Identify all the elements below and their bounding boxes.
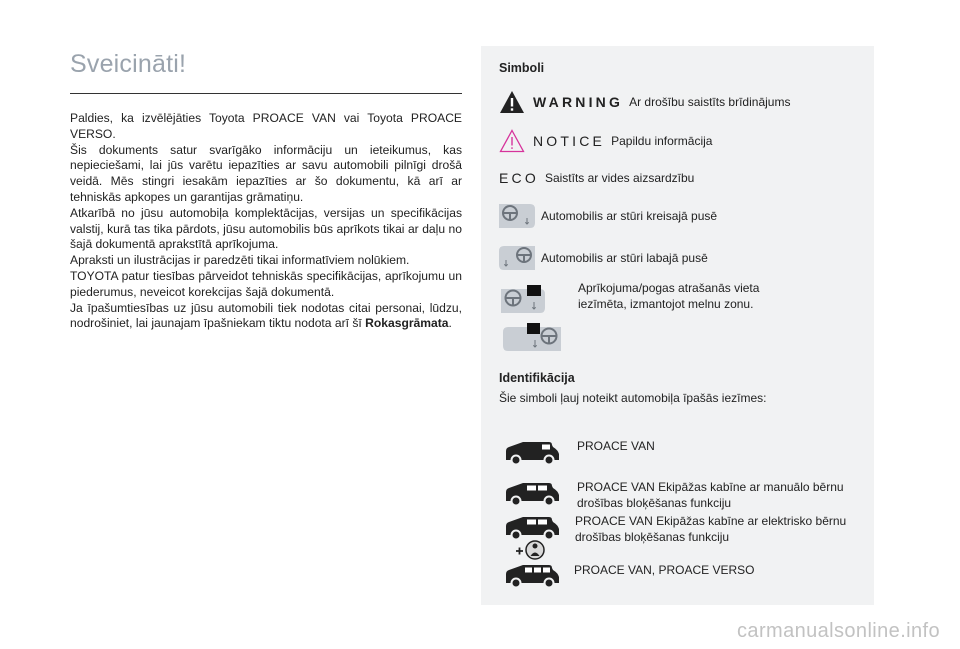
page-title: Sveicināti! — [70, 50, 187, 78]
warning-row — [499, 90, 790, 114]
warning-triangle-icon — [499, 90, 525, 114]
location-lhd-icon — [501, 283, 545, 313]
identification-item: PROACE VAN Ekipāžas kabīne ar elektrisko bērnu drošības bloķēšanas funkciju — [575, 514, 847, 544]
warning-label: WARNING — [533, 94, 624, 110]
intro-paragraph: TOYOTA patur tiesības pārveidot tehniskās specifikācijas, aprīkojumu un piederumus, neveicot korekcijas šajā dokumentā. — [70, 268, 462, 299]
manual-name: Rokasgrāmata — [365, 316, 449, 331]
location-rhd-icon — [503, 321, 561, 351]
identification-item: PROACE VAN — [577, 439, 655, 453]
notice-description: Papildu informācija — [611, 134, 713, 148]
right-hand-drive-icon — [499, 246, 535, 270]
rhd-row — [499, 246, 708, 270]
van-icon — [503, 439, 561, 467]
identification-intro: Šie simboli ļauj noteikt automobiļa īpašās iezīmes: — [499, 391, 767, 405]
intro-paragraph: Apraksti un ilustrācijas ir paredzēti tikai informatīviem nolūkiem. — [70, 253, 410, 268]
lhd-row — [499, 204, 717, 228]
identification-heading: Identifikācija — [499, 371, 575, 385]
symbols-panel — [481, 46, 874, 605]
location-description: Aprīkojuma/pogas atrašanās vieta iezīmēta, izmantojot melnu zonu. — [578, 281, 760, 311]
van-crew-cab-manual-icon — [503, 480, 561, 508]
eco-label: ECO — [499, 170, 539, 186]
left-hand-drive-icon — [499, 204, 535, 228]
watermark: carmanualsonline.info — [737, 620, 940, 642]
intro-column — [70, 50, 462, 332]
identification-item: PROACE VAN Ekipāžas kabīne ar manuālo bērnu drošības bloķēšanas funkciju — [577, 480, 844, 510]
van-crew-cab-electric-icon — [503, 514, 561, 542]
child-lock-icon — [515, 539, 547, 561]
notice-label: NOTICE — [533, 133, 606, 149]
van-verso-icon — [503, 562, 561, 590]
notice-row — [499, 129, 712, 153]
identification-item: PROACE VAN, PROACE VERSO — [574, 563, 755, 577]
intro-paragraph: Šis dokuments satur svarīgāko informāciju un ieteikumus, kas nepieciešami, lai jūs varētu iepazīties ar savu automobili pilnīgi drošā veidā. Mēs stingri iesakām iepazīties ar šo dokumentu, kā arī ar tehniskās apkopes un garantijas grāmatiņu. — [70, 142, 462, 204]
lhd-description: Automobilis ar stūri kreisajā pusē — [541, 209, 718, 223]
eco-description: Saistīts ar vides aizsardzību — [544, 171, 695, 185]
intro-paragraph: Atkarībā no jūsu automobiļa komplektācijas, versijas un specifikācijas valstij, kurā tas tika pārdots, jūsu automobilis būs aprīkots tikai ar daļu no šajā dokumentā aprakstītā aprīkojuma. — [70, 205, 462, 252]
intro-text — [70, 111, 462, 332]
title-divider — [70, 93, 462, 94]
warning-description: Ar drošību saistīts brīdinājums — [629, 95, 791, 109]
eco-row — [499, 170, 694, 186]
intro-paragraph-last: Ja īpašumtiesības uz jūsu automobili tiek nodotas citai personai, lūdzu, nodrošiniet, lai jaunajam īpašniekam tiktu nodota arī šī Rokasgrāmata. — [70, 300, 462, 331]
rhd-description: Automobilis ar stūri labajā pusē — [541, 251, 708, 265]
symbols-heading: Simboli — [499, 61, 545, 75]
intro-paragraph: Paldies, ka izvēlējāties Toyota PROACE VAN vai Toyota PROACE VERSO. — [70, 111, 462, 141]
notice-triangle-icon — [499, 129, 525, 153]
